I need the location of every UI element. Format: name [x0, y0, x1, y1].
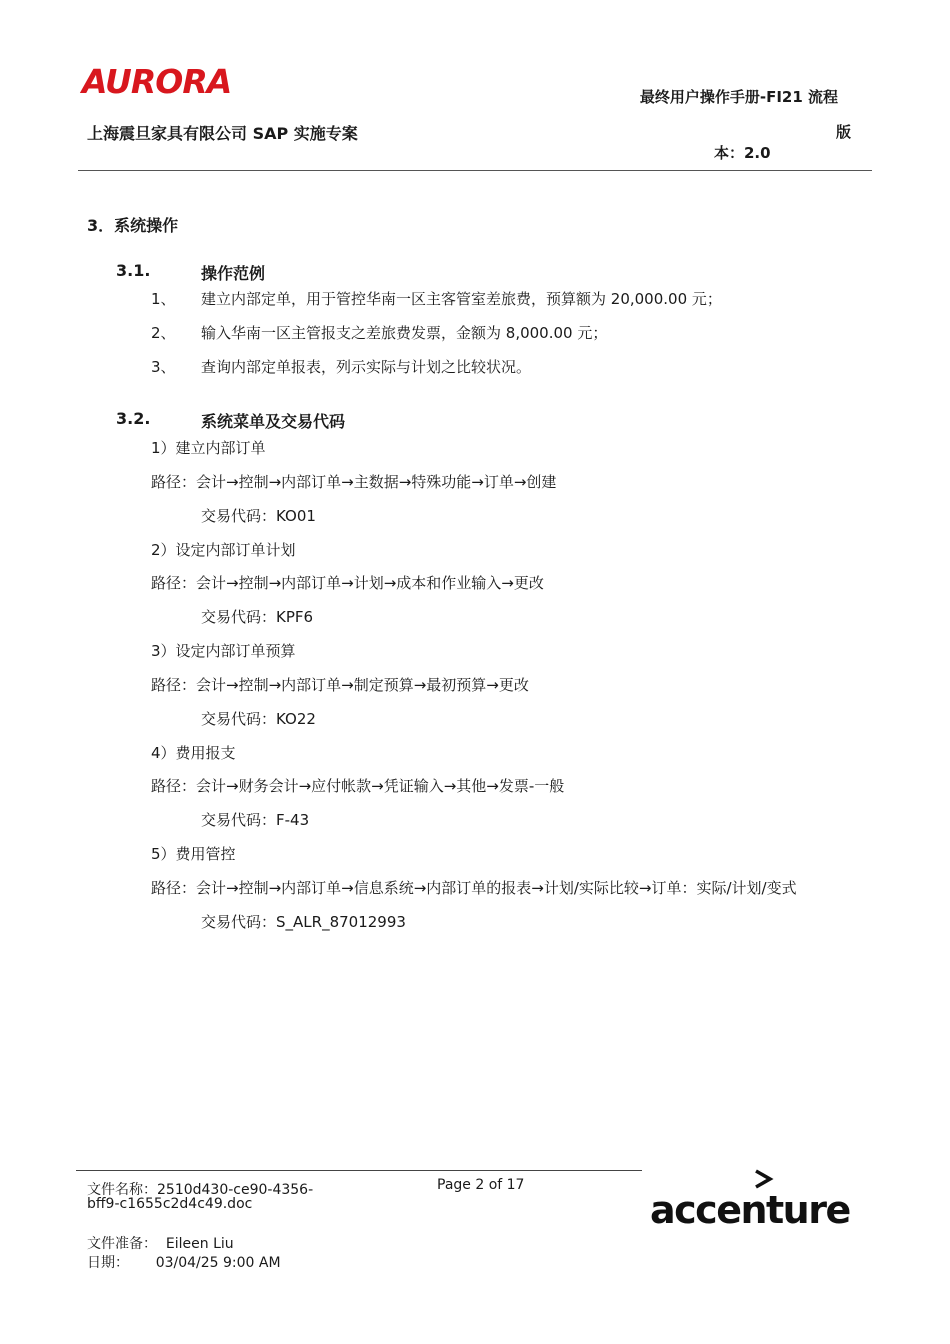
subsection-number-3-2: 3.2. — [116, 409, 151, 428]
subsection-title-3-1: 操作范例 — [201, 264, 266, 283]
header-divider — [78, 170, 872, 171]
version-label-part2: 本：2.0 — [714, 144, 771, 162]
document-title: 最终用户操作手册-FI21 流程 — [639, 88, 838, 106]
example-item-text: 输入华南一区主管报支之差旅费发票，金额为 8,000.00 元； — [201, 324, 608, 342]
footer-filename-line2: bff9-c1655c2d4c49.doc — [87, 1196, 253, 1212]
menu-entry-heading: 4）费用报支 — [151, 744, 236, 762]
footer-filename-line1: 文件名称：2510d430-ce90-4356- — [87, 1182, 314, 1198]
example-item-number: 3、 — [151, 358, 176, 376]
transaction-code: 交易代码：KO22 — [201, 710, 316, 728]
transaction-code: 交易代码：F-43 — [201, 811, 310, 829]
example-item-number: 1、 — [151, 290, 176, 308]
transaction-code: 交易代码：KPF6 — [201, 608, 314, 626]
footer-page-number: Page 2 of 17 — [437, 1177, 525, 1193]
menu-path: 路径：会计→控制→内部订单→主数据→特殊功能→订单→创建 — [151, 473, 557, 491]
transaction-code: 交易代码：S_ALR_87012993 — [201, 913, 406, 931]
subsection-number-3-1: 3.1. — [116, 261, 151, 280]
menu-entry-heading: 1）建立内部订单 — [151, 439, 266, 457]
transaction-code: 交易代码：KO01 — [201, 507, 316, 525]
menu-path: 路径：会计→控制→内部订单→信息系统→内部订单的报表→计划/实际比较→订单：实际/计划/变式 — [151, 879, 797, 897]
menu-path: 路径：会计→财务会计→应付帐款→凭证输入→其他→发票-一般 — [151, 777, 565, 795]
example-item-number: 2、 — [151, 324, 176, 342]
subsection-title-3-2: 系统菜单及交易代码 — [201, 412, 346, 431]
company-project-name: 上海震旦家具有限公司 SAP 实施专案 — [87, 124, 358, 143]
menu-entry-heading: 5）费用管控 — [151, 845, 236, 863]
accenture-logo: accenture — [650, 1188, 850, 1232]
menu-entry-heading: 2）设定内部订单计划 — [151, 541, 296, 559]
example-item-text: 查询内部定单报表，列示实际与计划之比较状况。 — [201, 358, 532, 376]
aurora-logo: AURORA — [82, 62, 232, 101]
section-heading: 3．系统操作 — [87, 216, 179, 235]
accenture-chevron-icon — [752, 1168, 776, 1190]
example-item-text: 建立内部定单，用于管控华南一区主客管室差旅费，预算额为 20,000.00 元； — [201, 290, 722, 308]
footer-preparer: 文件准备： Eileen Liu — [87, 1236, 234, 1252]
version-label-part1: 版 — [836, 123, 852, 141]
menu-path: 路径：会计→控制→内部订单→制定预算→最初预算→更改 — [151, 676, 529, 694]
menu-path: 路径：会计→控制→内部订单→计划→成本和作业输入→更改 — [151, 574, 544, 592]
footer-date: 日期： 03/04/25 9:00 AM — [87, 1255, 281, 1271]
footer-divider — [76, 1170, 642, 1171]
menu-entry-heading: 3）设定内部订单预算 — [151, 642, 296, 660]
